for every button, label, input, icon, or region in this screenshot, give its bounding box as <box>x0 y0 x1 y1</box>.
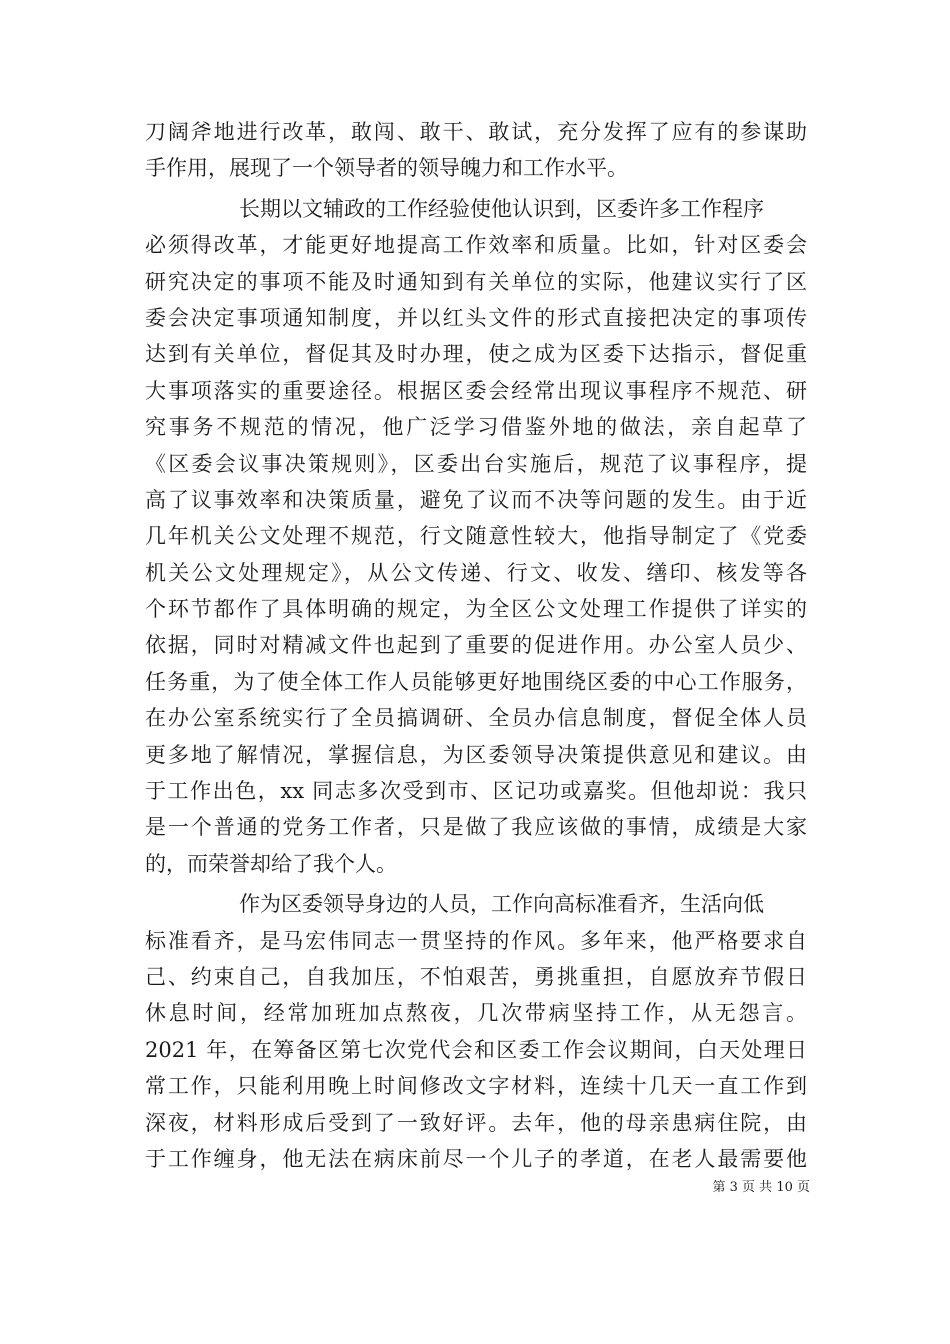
text-line: 依据，同时对精减文件也起到了重要的促进作用。办公室人员少、 <box>145 633 807 658</box>
text-line: 长期以文辅政的工作经验使他认识到，区委许多工作程序 <box>239 196 764 221</box>
text-line: 大事项落实的重要途径。根据区委会经常出现议事程序不规范、研 <box>145 378 807 403</box>
text-line: 深夜，材料形成后受到了一致好评。去年，他的母亲患病住院，由 <box>145 1110 807 1135</box>
document-body <box>145 114 807 1177</box>
text-line: 高了议事效率和决策质量，避免了议而不决等问题的发生。由于近 <box>145 487 807 512</box>
text-line: 作为区委领导身边的人员，工作向高标准看齐，生活向低 <box>239 892 764 917</box>
text-line: 是一个普通的党务工作者，只是做了我应该做的事情，成绩是大家 <box>145 815 807 840</box>
text-line: 于工作缠身，他无法在病床前尽一个儿子的孝道，在老人最需要他 <box>145 1146 807 1171</box>
paragraph <box>145 886 807 1177</box>
text-line: 个环节都作了具体明确的规定，为全区公文处理工作提供了详实的 <box>145 597 807 622</box>
text-line: 刀阔斧地进行改革，敢闯、敢干、敢试，充分发挥了应有的参谋助 <box>145 120 807 144</box>
text-line: 任务重，为了使全体工作人员能够更好地围绕区委的中心工作服务， <box>145 669 807 694</box>
text-line: 在办公室系统实行了全员搞调研、全员办信息制度，督促全体人员 <box>145 706 807 731</box>
text-line: 休息时间，经常加班加点熬夜，几次带病坚持工作，从无怨言。 <box>145 1001 807 1026</box>
text-line: 研究决定的事项不能及时通知到有关单位的实际，他建议实行了区 <box>145 269 807 294</box>
text-line: 标准看齐，是马宏伟同志一贯坚持的作风。多年来，他严格要求自 <box>145 928 807 953</box>
text-line: 己、约束自己，自我加压，不怕艰苦，勇挑重担，自愿放弃节假日 <box>145 964 807 989</box>
text-line: 2021 年，在筹备区第七次党代会和区委工作会议期间，白天处理日 <box>145 1037 807 1062</box>
text-line: 更多地了解情况，掌握信息，为区委领导决策提供意见和建议。由 <box>145 742 807 767</box>
text-line: 几年机关公文处理不规范，行文随意性较大，他指导制定了《党委 <box>145 524 807 549</box>
text-line: 究事务不规范的情况，他广泛学习借鉴外地的做法，亲自起草了 <box>145 415 807 440</box>
text-line: 于工作出色，xx 同志多次受到市、区记功或嘉奖。但他却说：我只 <box>145 779 807 804</box>
text-line: 必须得改革，才能更好地提高工作效率和质量。比如，针对区委会 <box>145 233 807 258</box>
text-line: 《区委会议事决策规则》，区委出台实施后，规范了议事程序，提 <box>145 451 807 476</box>
page-number-footer: 第 3 页 共 10 页 <box>712 1180 810 1195</box>
paragraph <box>145 114 807 187</box>
text-line: 机关公文处理规定》，从公文传递、行文、收发、缮印、核发等各 <box>145 560 807 585</box>
text-line: 手作用，展现了一个领导者的领导魄力和工作水平。 <box>145 156 628 181</box>
paragraph <box>145 191 807 882</box>
text-line: 委会决定事项通知制度，并以红头文件的形式直接把决定的事项传 <box>145 305 807 330</box>
text-line: 的，而荣誉却给了我个人。 <box>145 851 397 876</box>
text-line: 达到有关单位，督促其及时办理，使之成为区委下达指示，督促重 <box>145 342 807 367</box>
text-line: 常工作，只能利用晚上时间修改文字材料，连续十几天一直工作到 <box>145 1074 807 1099</box>
